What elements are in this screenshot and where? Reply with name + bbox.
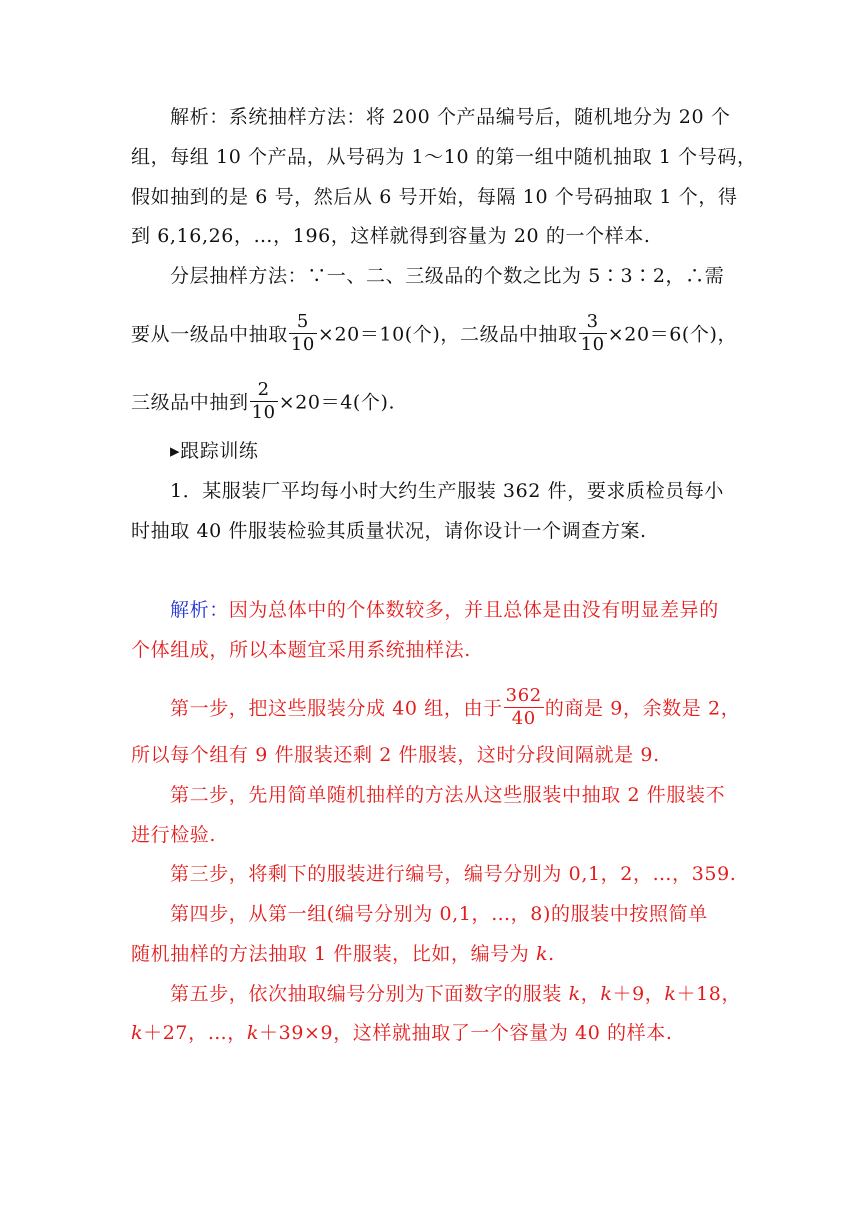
analysis-label: 解析： bbox=[170, 106, 229, 128]
fraction bbox=[289, 311, 317, 356]
fraction bbox=[504, 685, 544, 730]
example-paragraph-1-line-1 bbox=[170, 103, 730, 131]
paragraph-text: ×20＝6(个)， bbox=[607, 323, 738, 346]
fraction-denominator: 10 bbox=[580, 334, 605, 355]
question-1-line-2: 时抽取 40 件服装检验其质量状况，请你设计一个调查方案. bbox=[131, 520, 647, 542]
solution-intro-line-2: 个体组成，所以本题宜采用系统抽样法. bbox=[131, 639, 471, 661]
solution-text: 第一步，把这些服装分成 40 组，由于 bbox=[170, 697, 503, 720]
solution-text: ＋27，…， bbox=[143, 1022, 247, 1044]
example-paragraph-1-line-2: 组，每组 10 个产品，从号码为 1～10 的第一组中随机抽取 1 个号码， bbox=[131, 146, 757, 168]
fraction-denominator: 40 bbox=[511, 708, 536, 729]
step-1-line-1 bbox=[170, 687, 740, 732]
variable-k: k bbox=[568, 983, 581, 1005]
step-4-line-2 bbox=[131, 940, 555, 968]
step-2-line-1: 第二步，先用简单随机抽样的方法从这些服装中抽取 2 件服装不 bbox=[170, 784, 726, 806]
step-3-line-1: 第三步，将剩下的服装进行编号，编号分别为 0,1，2，…，359. bbox=[170, 863, 737, 885]
step-5-line-1 bbox=[170, 980, 741, 1008]
step-4-line-1: 第四步，从第一组(编号分别为 0,1，…，8)的服装中按照简单 bbox=[170, 903, 708, 925]
step-1-line-2: 所以每个组有 9 件服装还剩 2 件服装，这时分段间隔就是 9. bbox=[131, 744, 660, 766]
solution-text: 随机抽样的方法抽取 1 件服装，比如，编号为 bbox=[131, 943, 537, 965]
fraction bbox=[250, 379, 278, 424]
example-paragraph-1-line-3: 假如抽到的是 6 号，然后从 6 号开始，每隔 10 个号码抽取 1 个，得 bbox=[131, 186, 738, 208]
paragraph-text: ×20＝10(个)，二级品中抽取 bbox=[317, 323, 578, 346]
solution-intro-line-1 bbox=[170, 596, 719, 624]
solution-text: 第五步，依次抽取编号分别为下面数字的服装 bbox=[170, 983, 569, 1005]
fraction-numerator: 362 bbox=[505, 685, 542, 706]
paragraph-text: 系统抽样方法：将 200 个产品编号后，随机地分为 20 个 bbox=[228, 106, 731, 128]
example-paragraph-2-line-1: 分层抽样方法：∵一、二、三级品的个数之比为 5∶3∶2，∴需 bbox=[170, 265, 725, 287]
solution-label: 解析： bbox=[170, 599, 229, 621]
fraction bbox=[579, 311, 607, 356]
solution-text: 的商是 9，余数是 2， bbox=[544, 697, 741, 720]
solution-text: ＋18， bbox=[676, 983, 742, 1005]
fraction-numerator: 3 bbox=[579, 311, 607, 334]
solution-text: . bbox=[548, 943, 555, 965]
step-2-line-2: 进行检验. bbox=[131, 824, 217, 846]
variable-k: k bbox=[536, 943, 549, 965]
paragraph-text: 三级品中抽到 bbox=[131, 391, 249, 414]
fraction-denominator: 10 bbox=[290, 334, 315, 355]
example-paragraph-2-line-3 bbox=[131, 381, 395, 426]
solution-text: ＋9， bbox=[612, 983, 665, 1005]
training-heading: ▸跟踪训练 bbox=[170, 440, 259, 462]
fraction-numerator: 5 bbox=[289, 311, 317, 334]
paragraph-text: ×20＝4(个). bbox=[278, 391, 396, 414]
solution-text: ＋39×9，这样就抽取了一个容量为 40 的样本. bbox=[259, 1022, 673, 1044]
variable-k: k bbox=[600, 983, 613, 1005]
variable-k: k bbox=[246, 1022, 260, 1044]
step-5-line-2 bbox=[131, 1019, 673, 1047]
variable-k: k bbox=[131, 1022, 144, 1044]
variable-k: k bbox=[664, 983, 677, 1005]
solution-text: ， bbox=[580, 983, 601, 1005]
solution-text: 因为总体中的个体数较多，并且总体是由没有明显差异的 bbox=[228, 599, 719, 621]
paragraph-text: 要从一级品中抽取 bbox=[131, 323, 288, 346]
example-paragraph-2-line-2 bbox=[131, 313, 737, 358]
fraction-denominator: 10 bbox=[251, 402, 276, 423]
question-1-line-1: 1．某服装厂平均每小时大约生产服装 362 件，要求质检员每小 bbox=[170, 480, 725, 502]
example-paragraph-1-line-4: 到 6,16,26，…，196，这样就得到容量为 20 的一个样本. bbox=[131, 225, 651, 247]
fraction-numerator: 2 bbox=[250, 379, 278, 402]
